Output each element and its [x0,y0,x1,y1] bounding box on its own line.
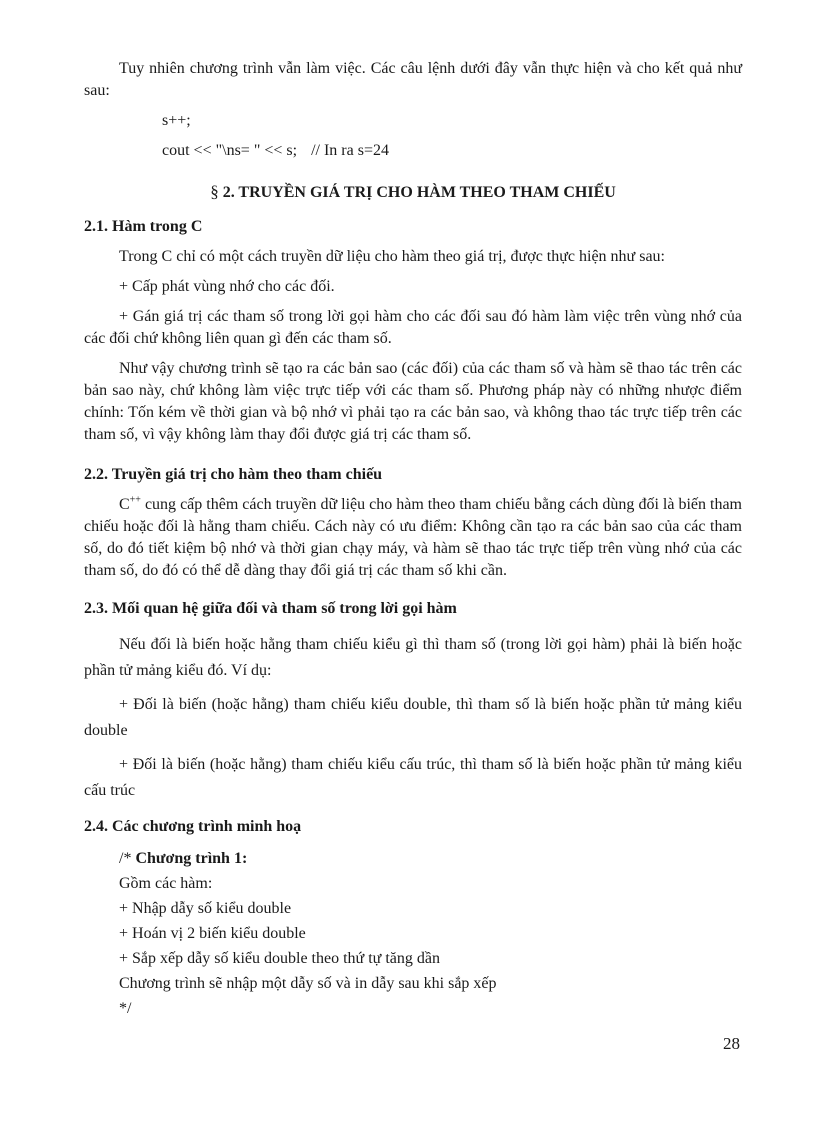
paragraph-2-3-1: Nếu đối là biến hoặc hằng tham chiếu kiểu gì thì tham số (trong lời gọi hàm) phải là biến hoặc phần tử mảng kiểu đó. Ví dụ: [84,636,742,679]
program-label: Chương trình 1: [135,850,248,867]
paragraph-2-1-1: Trong C chỉ có một cách truyền dữ liệu cho hàm theo giá trị, được thực hiện như sau: [119,248,665,265]
section-title-text: 2. TRUYỀN GIÁ TRỊ CHO HÀM THEO THAM CHIẾU [222,184,616,201]
paragraph-2-2-text: cung cấp thêm cách truyền dữ liệu cho hàm theo tham chiếu bằng cách dùng đối là biến tham chiếu hoặc đối là hằng tham chiếu. Cách này có ưu điểm: Không cần tạo ra các bản sao của các tham số, do đó tiết kiệm bộ nhớ và thời gian chạy máy, và hàm sẽ thao tác trực tiếp trên vùng nhớ của các tham số, do đó có thể dễ dàng thay đổi giá trị các tham số khi cần. [84,496,742,579]
c-letter: C [119,496,130,513]
paragraph-2-1-2: + Cấp phát vùng nhớ cho các đối. [119,278,335,295]
program-line: Chương trình sẽ nhập một dẫy số và in dẫy sau khi sắp xếp [119,975,497,992]
comment-open-line [119,846,742,871]
program-comment-block [84,846,742,1021]
paragraph-2-1-4: Như vậy chương trình sẽ tạo ra các bản sao (các đối) của các tham số và hàm sẽ thao tác trên các bản sao này, chứ không làm việc trực tiếp với các tham số. Phương pháp này có những nhược điểm chính: Tốn kém về thời gian và bộ nhớ vì phải tạo ra các bản sao, và không thao tác trực tiếp trên các tham số, vì vậy không làm thay đổi được giá trị các tham số. [84,360,742,443]
c-superscript: ++ [129,494,141,506]
paragraph-2-3-2: + Đối là biến (hoặc hằng) tham chiếu kiểu double, thì tham số là biến hoặc phần tử mảng kiểu double [84,696,742,739]
page-content [84,58,742,1021]
program-line: + Nhập dẫy số kiểu double [119,900,292,917]
program-line: + Sắp xếp dẫy số kiểu double theo thứ tự tăng dần [119,950,440,967]
paragraph-2-1-3: + Gán giá trị các tham số trong lời gọi hàm cho các đối sau đó hàm làm việc trên vùng nhớ của các đối chứ không liên quan gì đến các tham số. [84,308,742,347]
program-line: Gồm các hàm: [119,875,213,892]
code-line-1 [84,110,742,132]
heading-2-4: 2.4. Các chương trình minh hoạ [84,818,302,835]
page-number: 28 [723,1034,740,1053]
paragraph-2-2-1 [84,494,742,582]
heading-2-1: 2.1. Hàm trong C [84,218,203,235]
code-text: s++; [162,112,191,129]
intro-paragraph: Tuy nhiên chương trình vẫn làm việc. Các câu lệnh dưới đây vẫn thực hiện và cho kết quả như sau: [84,60,742,99]
comment-close-line: */ [119,1000,132,1017]
program-line: + Hoán vị 2 biến kiểu double [119,925,306,942]
section-symbol: § [210,182,219,201]
heading-2-2: 2.2. Truyền giá trị cho hàm theo tham chiếu [84,466,383,483]
code-text: cout << "\ns= " << s; [162,142,298,159]
code-comment: // In ra s=24 [311,142,389,159]
heading-2-3: 2.3. Mối quan hệ giữa đối và tham số trong lời gọi hàm [84,600,457,617]
comment-open: /* [119,850,136,867]
code-line-2 [84,140,742,162]
paragraph-2-3-3: + Đối là biến (hoặc hằng) tham chiếu kiểu cấu trúc, thì tham số là biến hoặc phần tử mảng kiểu cấu trúc [84,756,742,799]
section-title [84,182,742,202]
